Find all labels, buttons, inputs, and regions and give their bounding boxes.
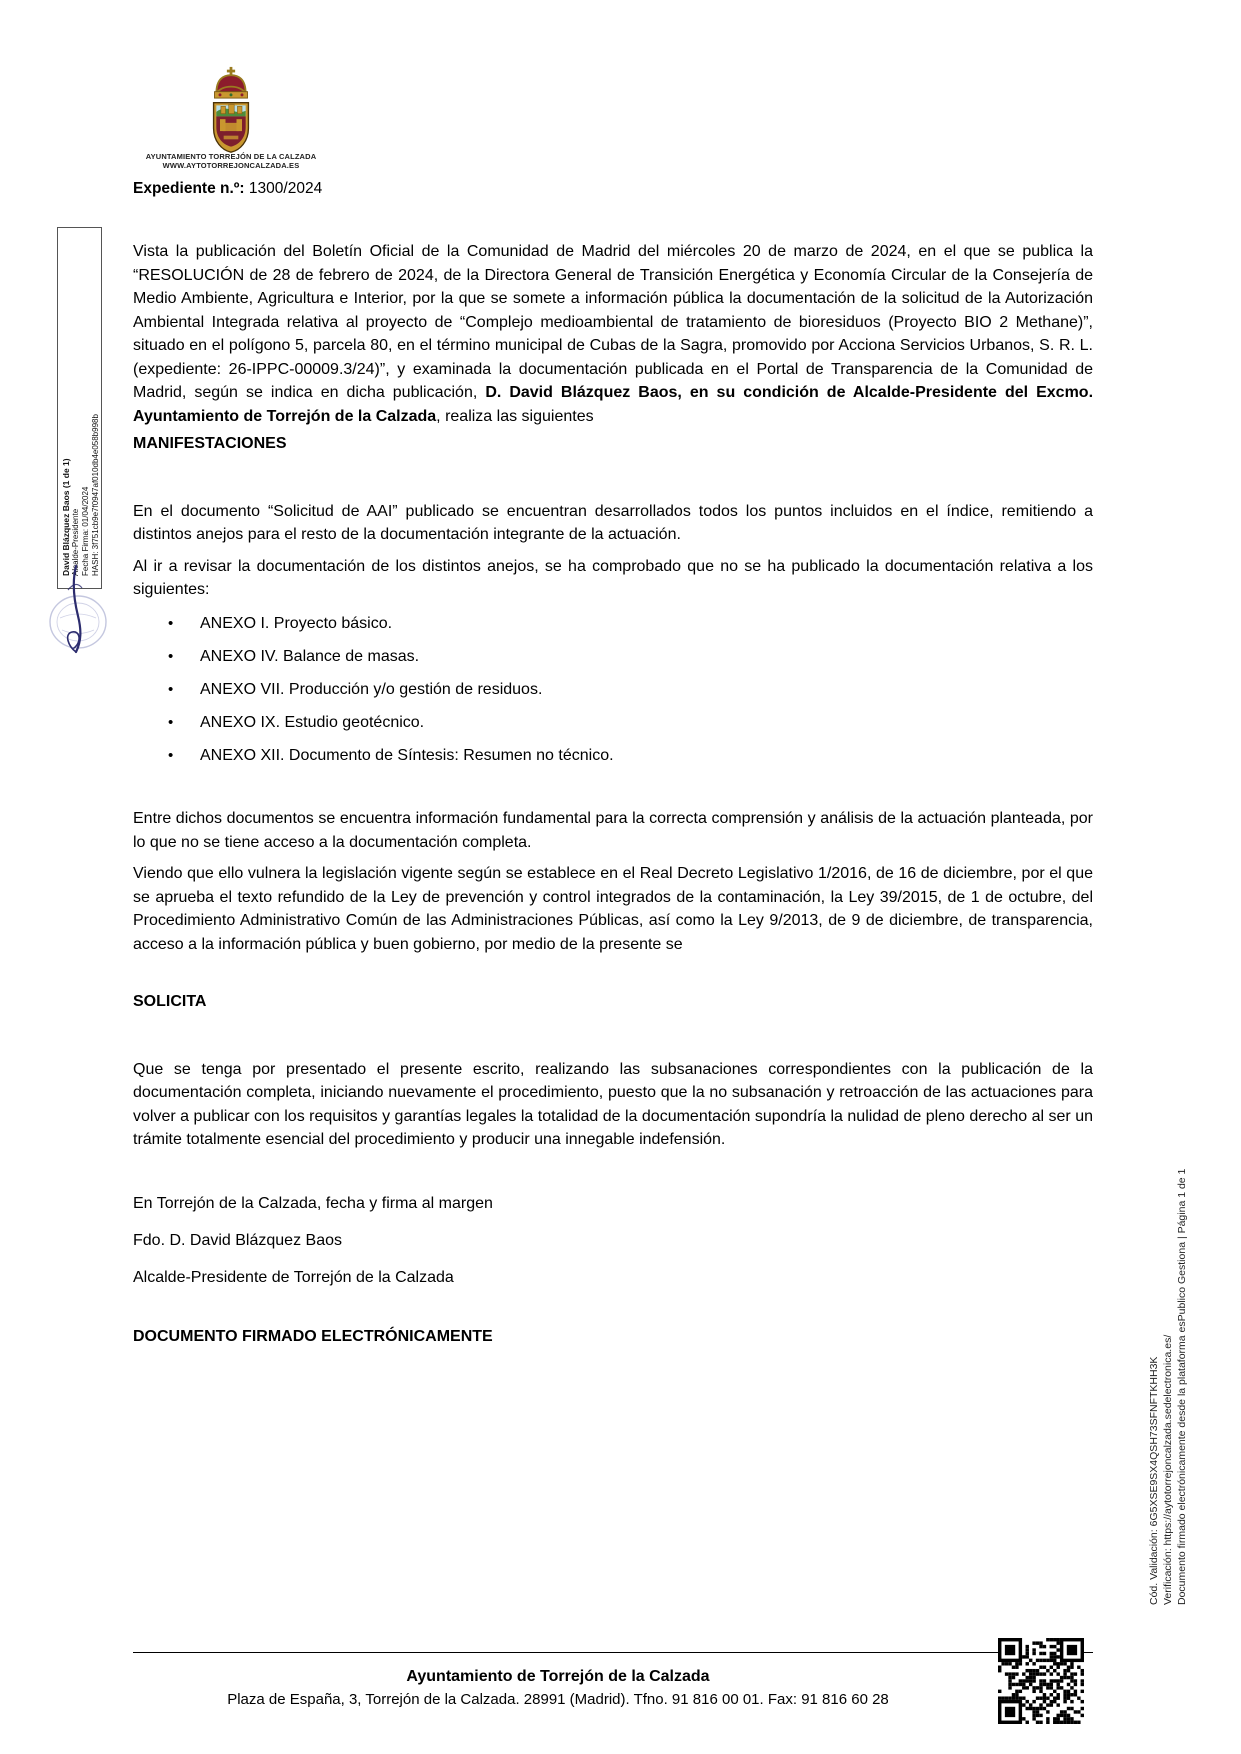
qr-code: [998, 1638, 1084, 1724]
signature-date: Fecha Firma: 01/04/2024: [81, 486, 90, 576]
bullet-list-anexos: [133, 612, 1093, 768]
signer-bold-mention: D. David Blázquez Baos, en su condición de Alcalde-Presidente del Excmo. Ayuntamiento de Torrejón de la Calzada: [133, 384, 1094, 425]
expediente-line: [133, 180, 322, 198]
footer-divider: [133, 1652, 1093, 1653]
verification-url: Verificación: https://aytotorrejoncalzada.sedelectronica.es/: [1162, 1334, 1174, 1605]
platform-page-note: Documento firmado electrónicamente desde la plataforma esPublico Gestiona | Página 1 de 1: [1176, 1168, 1188, 1605]
paragraph-solicitud-aai: En el documento “Solicitud de AAI” publicado se encuentran desarrollados todos los puntos incluidos en el índice, remitiendo a distintos anejos para el resto de la documentación integrante de la actuación.: [133, 502, 1093, 543]
footer: [133, 1668, 1093, 1708]
paragraph-intro: [133, 240, 1093, 428]
list-item: • ANEXO I. Proyecto básico.: [133, 612, 1093, 636]
coat-of-arms-icon: [203, 66, 259, 154]
header-org-block: [121, 152, 341, 170]
paragraph-informacion-fundamental: Entre dichos documentos se encuentra información fundamental para la correcta comprensión y análisis de la actuación planteada, por lo que no se tiene acceso a la documentación completa.: [133, 810, 1093, 851]
signature-hash: HASH: 3f751cb9e7f0947af010db4e058b998b: [91, 414, 100, 576]
validation-code: Cód. Validación: 6G5XSE9SX4QSH73SFNFTKHH3K: [1148, 1356, 1160, 1605]
signer-stamp-text: [61, 246, 101, 576]
section-heading-firmado-electronicamente: DOCUMENTO FIRMADO ELECTRÓNICAMENTE: [133, 1328, 493, 1345]
list-item: • ANEXO VII. Producción y/o gestión de residuos.: [133, 678, 1093, 702]
handwritten-signature-and-seal: [38, 560, 114, 660]
signer-name: David Blázquez Baos (1 de 1): [61, 458, 71, 576]
list-item: • ANEXO IX. Estudio geotécnico.: [133, 711, 1093, 735]
paragraph-peticion: Que se tenga por presentado el presente escrito, realizando las subsanaciones correspondientes con la publicación de la documentación completa, iniciando nuevamente el procedimiento, puesto que la no subsanación y retroacción de las actuaciones para volver a publicar con los requisitos y garantías legales la totalidad de la documentación supondría la nulidad de pleno derecho al ser un trámite totalmente esencial del procedimiento y producir una innegable indefensión.: [133, 1060, 1093, 1148]
paragraph-legislacion: Viendo que ello vulnera la legislación vigente según se establece en el Real Decreto Legislativo 1/2016, de 16 de diciembre, por el que se aprueba el texto refundido de la Ley de prevención y control integrados de la contaminación, la Ley 39/2015, de 1 de octubre, del Procedimiento Administrativo Común de las Administraciones Públicas, así como la Ley 9/2013, de 9 de diciembre, de transparencia, acceso a la información pública y buen gobierno, por medio de la presente se: [133, 865, 1093, 953]
expediente-label: Expediente n.º:: [133, 180, 245, 197]
document-body: [133, 240, 1093, 1349]
org-name: AYUNTAMIENTO TORREJÓN DE LA CALZADA: [145, 152, 317, 161]
paragraph-lugar-fecha: En Torrejón de la Calzada, fecha y firma al margen: [133, 1194, 493, 1212]
section-heading-solicita: SOLICITA: [133, 993, 207, 1010]
signer-stamp-box: [57, 227, 102, 589]
paragraph-revision-anejos: Al ir a revisar la documentación de los distintos anejos, se ha comprobado que no se ha publicado la documentación relativa a los siguientes:: [133, 557, 1093, 598]
signer-role: Alcalde-Presidente: [71, 508, 80, 576]
org-website: WWW.AYTOTORREJONCALZADA.ES: [162, 161, 300, 170]
list-item: • ANEXO XII. Documento de Síntesis: Resumen no técnico.: [133, 744, 1093, 768]
footer-address: Plaza de España, 3, Torrejón de la Calzada. 28991 (Madrid). Tfno. 91 816 00 01. Fax: 91 816 60 28: [227, 1691, 889, 1708]
signature-role-line: Alcalde-Presidente de Torrejón de la Calzada: [133, 1268, 454, 1286]
list-item: • ANEXO IV. Balance de masas.: [133, 645, 1093, 669]
paragraph-intro-tail: , realiza las siguientes: [436, 407, 594, 425]
footer-org-name: Ayuntamiento de Torrejón de la Calzada: [406, 1668, 710, 1685]
paragraph-intro-text: Vista la publicación del Boletín Oficial de la Comunidad de Madrid del miércoles 20 de marzo de 2024, en el que se publica la “RESOLUCIÓN de 28 de febrero de 2024, de la Directora General de Transición Energética y Economía Circular de la Consejería de Medio Ambiente, Agricultura e Interior, por la que se somete a información pública la documentación de la solicitud de la Autorización Ambiental Integrada relativa al proyecto de “Complejo medioambiental de tratamiento de bioresiduos (Proyecto BIO 2 Methane)”, situado en el polígono 5, parcela 80, en el término municipal de Cubas de la Sagra, promovido por Acciona Servicios Urbanos, S. R. L. (expediente: 26-IPPC-00009.3/24)”, y examinada la documentación publicada en el Portal de Transparencia de la Comunidad de Madrid, según se indica en dicha publicación,: [133, 243, 1093, 401]
signature-name-line: Fdo. D. David Blázquez Baos: [133, 1232, 342, 1249]
section-heading-manifestaciones: MANIFESTACIONES: [133, 435, 287, 452]
expediente-value: 1300/2024: [248, 180, 323, 197]
verification-sidebar: [1147, 1085, 1193, 1605]
